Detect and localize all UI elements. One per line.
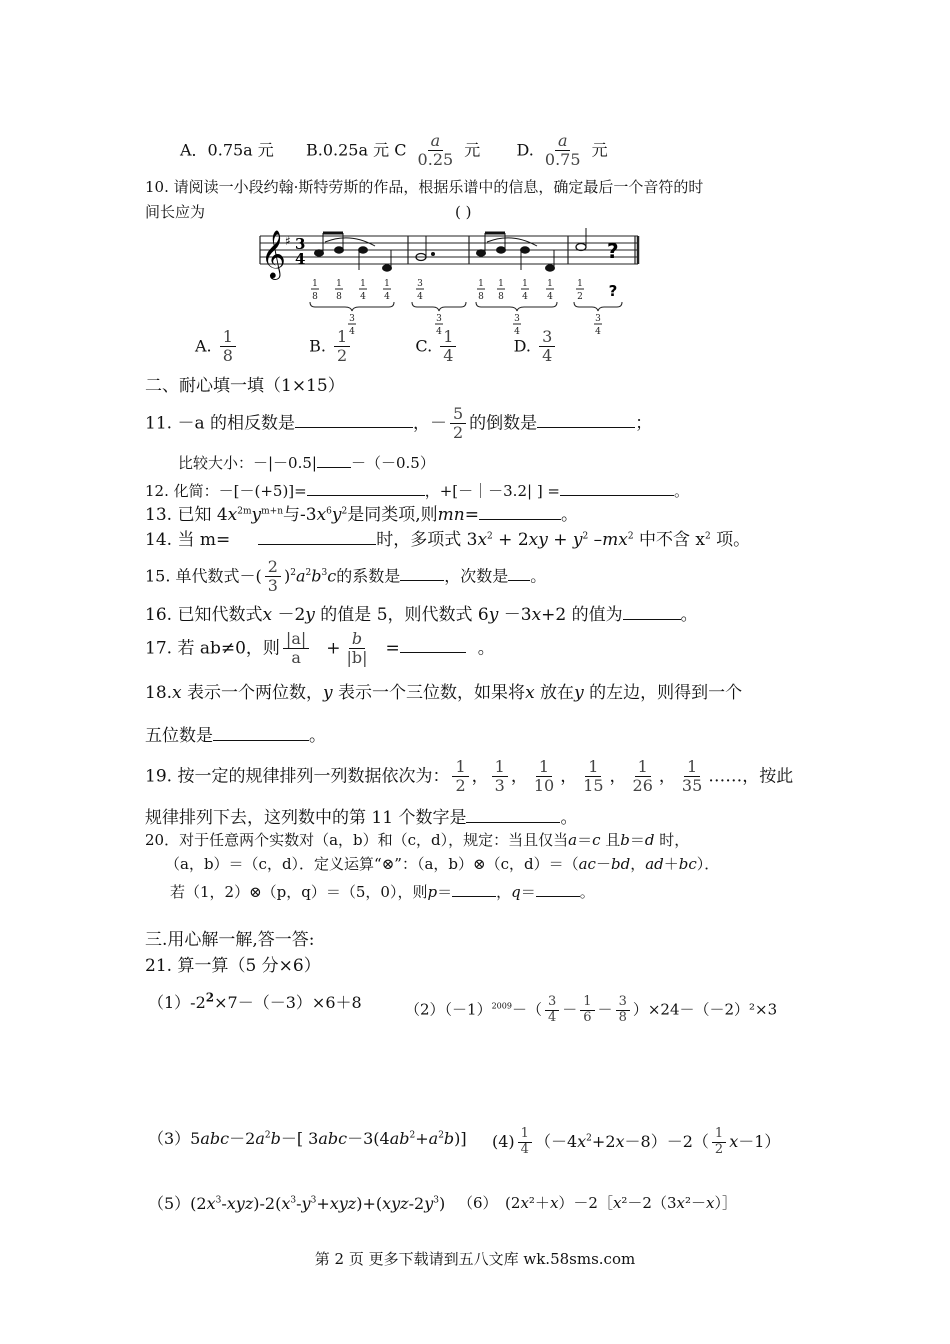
q19-line2: 规律排列下去，这列数中的第 11 个数字是 。 [145,805,577,827]
q11-fraction: $\frac{5}{2}$ [450,405,466,443]
measure-4-notes [576,228,586,251]
q20-blank-q[interactable] [536,881,580,897]
q14-blank[interactable] [258,527,376,545]
page-footer: 第 2 页 更多下载请到五八文库 wk.58sms.com [314,1250,636,1268]
q10-option-b-fraction: $\frac{1}{2}$ [334,328,350,366]
measure-3-notes [477,233,555,271]
q11-blank2[interactable] [537,410,635,428]
q10-option-a-label: A. [195,336,212,356]
q10-line2: 间长应为 [145,203,206,221]
q12-text2: ，+[－｜－3.2| ] = [424,482,561,500]
treble-clef-icon: 𝄞 [261,229,286,278]
q15-blank1[interactable] [400,564,444,581]
svg-text:4: 4 [522,292,528,302]
svg-text:4: 4 [514,327,520,337]
q9-options [180,132,608,170]
q9-option-c-prefix: C [394,140,407,160]
q12-blank1[interactable] [307,480,425,496]
svg-text:8: 8 [498,292,504,302]
q13: 13. 已知 $4x^{2m}y^{m+n}$与$-3x^6y^2$是同类项,则mn= 。 [145,502,578,524]
q11-text1: 11. －a 的相反数是 [145,413,295,434]
m3-labels [477,279,554,302]
svg-text:8: 8 [312,292,318,302]
svg-text:2: 2 [577,292,583,302]
svg-text:1: 1 [360,279,366,289]
q17-blank[interactable] [400,635,466,653]
q21-part3: $(3)5abc-2a^2b-$[ $3abc-3(4ab^2+a^2b)$] [148,1129,467,1148]
q20-line2: （a，b）＝（c，d）．定义运算“⊗”：（a，b）⊗（c，d）＝（ac－bd，ad＋bc）． [165,855,720,873]
q10-options [195,328,558,366]
q21-part1: $(1)-2^2\times 7-(-3)\times 6+8$ [148,990,362,1012]
q12-blank2[interactable] [560,480,674,496]
svg-text:4: 4 [547,292,553,302]
otimes-icon: ⊗ [473,855,486,873]
q9-option-d-suffix: 元 [591,140,608,160]
q19-blank[interactable] [466,805,560,823]
m4-question-label: ? [608,282,618,300]
svg-text:1: 1 [336,279,342,289]
music-score [255,228,640,338]
q17-fraction2: $\frac{b}{|b|}$ [346,629,368,668]
q11-blank1[interactable] [295,410,413,428]
q11 [145,405,652,443]
q12 [145,480,689,499]
q14: 14. 当 m= 时，多项式 $3x^2 + 2xy + y^2$ $-mx^2$ 中不含 $x^2$ 项。 [145,527,750,549]
q11-text2: ，－ [412,413,447,434]
q10-option-b-label: B. [309,336,326,356]
section2-title: 二、耐心填一填（1×15） [145,376,345,396]
q21-title: 21. 算一算（5 分×6） [145,956,321,976]
otimes-icon: ⊗ [381,855,395,873]
svg-text:3: 3 [514,314,520,324]
q9-option-d-prefix: D. [516,140,534,160]
svg-text:1: 1 [384,279,390,289]
svg-text:4: 4 [417,292,423,302]
q9-option-d-fraction: $\frac{a}{0.75}$ [544,131,581,170]
q18-blank[interactable] [213,723,309,741]
q11-compare-end: －（－0.5） [350,454,435,472]
svg-text:8: 8 [478,292,484,302]
time-signature-top: 3 [295,235,306,253]
q15-blank2[interactable] [508,564,530,581]
q9-option-c-fraction: $\frac{a}{0.25}$ [417,131,454,170]
q13-blank[interactable] [479,502,561,520]
q20-blank-p[interactable] [452,881,496,897]
q11-text4: ； [635,413,653,434]
q21-part6: （6） (2x²＋x）－2［x²－2（3x²－x）］ [458,1194,737,1212]
q12-text3: 。 [674,482,690,500]
q17: 17. 若 ab≠0，则 $\frac{|a|}{a}$ + $\frac{b}{|b|}$ = 。 [145,629,495,668]
q11-text3: 的倒数是 [469,413,538,434]
svg-text:1: 1 [547,279,553,289]
svg-text:4: 4 [349,327,355,337]
svg-text:3: 3 [349,314,355,324]
q21-part5: $(5)(2x^3-xyz)-2(x^3-y^3+xyz)+(xyz-2y^3)$ [148,1194,446,1213]
q21-part2: $(2)(-1)^{2009}-$（ $\frac{3}{4}$ － $\frac{1}{6}$ － $\frac{3}{8}$ ）×24－（－2）²×3 [405,994,778,1025]
q10-option-d-fraction: $\frac{3}{4}$ [539,328,555,366]
svg-text:4: 4 [595,327,601,337]
q21-part4: (4) $\frac{1}{4}$ $(-4x^2+2x-8)-2$（ $\frac{1}{2}$ x－1） [492,1126,781,1157]
svg-text:4: 4 [436,327,442,337]
svg-text:3: 3 [417,279,423,289]
q10-line1: 10. 请阅读一小段约翰·斯特劳斯的作品，根据乐谱中的信息，确定最后一个音符的时 [145,178,704,196]
measure-braces [310,302,622,311]
svg-text:1: 1 [478,279,484,289]
svg-text:1: 1 [577,279,583,289]
q17-fraction1: $\frac{|a|}{a}$ [283,630,309,668]
q11-compare-blank[interactable] [317,452,351,468]
unknown-note-mark: ? [607,239,619,263]
q10-option-c-fraction: $\frac{1}{4}$ [440,328,456,366]
q20-line1: 20．对于任意两个实数对（a，b）和（c，d），规定：当且仅当a＝c 且b＝d 时， [145,831,690,849]
time-signature-bottom: 4 [295,250,306,268]
note-fraction-labels [311,279,584,302]
q18-line1: 18.x 表示一个两位数，y 表示一个三位数，如果将x 放在y 的左边，则得到一个 [145,683,743,703]
svg-text:3: 3 [436,314,442,324]
m1-labels [311,279,391,302]
q16-blank[interactable] [623,602,681,620]
q10-answer-paren: ( ) [455,203,472,221]
q19-line1: 19. 按一定的规律排列一列数据依次为： $\frac{1}{2}$ ， $\frac{1}{3}$ ， $\frac{1}{10}$ ， $\frac{1}{15}$ ， $\frac{1}{26}$ ， $\frac{1}{35}$ ……，按此 [145,757,794,796]
q15-fraction: $\frac{2}{3}$ [265,558,281,596]
q12-text1: 12. 化简：－[－(+5)]= [145,482,307,500]
svg-text:1: 1 [312,279,318,289]
q10-option-d-label: D. [513,336,531,356]
q9-option-a: A．0.75a 元 [180,140,274,160]
q11-compare [178,452,435,471]
q20-line3: 若（1，2）⊗（p，q）＝（5，0），则p＝ ，q＝ 。 [170,883,595,901]
measure-1-notes [315,233,392,271]
q11-compare-text: 比较大小：－|－0.5| [178,454,317,472]
svg-text:4: 4 [384,292,390,302]
q16: 16. 已知代数式x －2y 的值是 5，则代数式 6y －3x+2 的值为 。 [145,602,698,624]
m2-labels [416,279,424,302]
q10-option-a-fraction: $\frac{1}{8}$ [220,328,236,366]
q18-line2: 五位数是 。 [145,723,326,745]
q10-option-c-label: C. [415,336,433,356]
sharp-icon: ♯ [285,234,291,248]
svg-text:3: 3 [595,314,601,324]
svg-text:4: 4 [360,292,366,302]
q9-option-b: B.0.25a 元 [306,140,390,160]
svg-text:8: 8 [336,292,342,302]
q15: 15. 单代数式－( $\frac{2}{3}$ )$^2a^2b^3c$的系数是 ，次数是 。 [145,557,547,596]
otimes-icon: ⊗ [249,883,262,901]
section3-title: 三.用心解一解,答一答: [145,930,315,950]
q9-option-c-suffix: 元 [464,140,481,160]
music-score-svg [255,228,640,338]
svg-text:1: 1 [498,279,504,289]
svg-text:1: 1 [522,279,528,289]
m4-labels [576,279,584,302]
